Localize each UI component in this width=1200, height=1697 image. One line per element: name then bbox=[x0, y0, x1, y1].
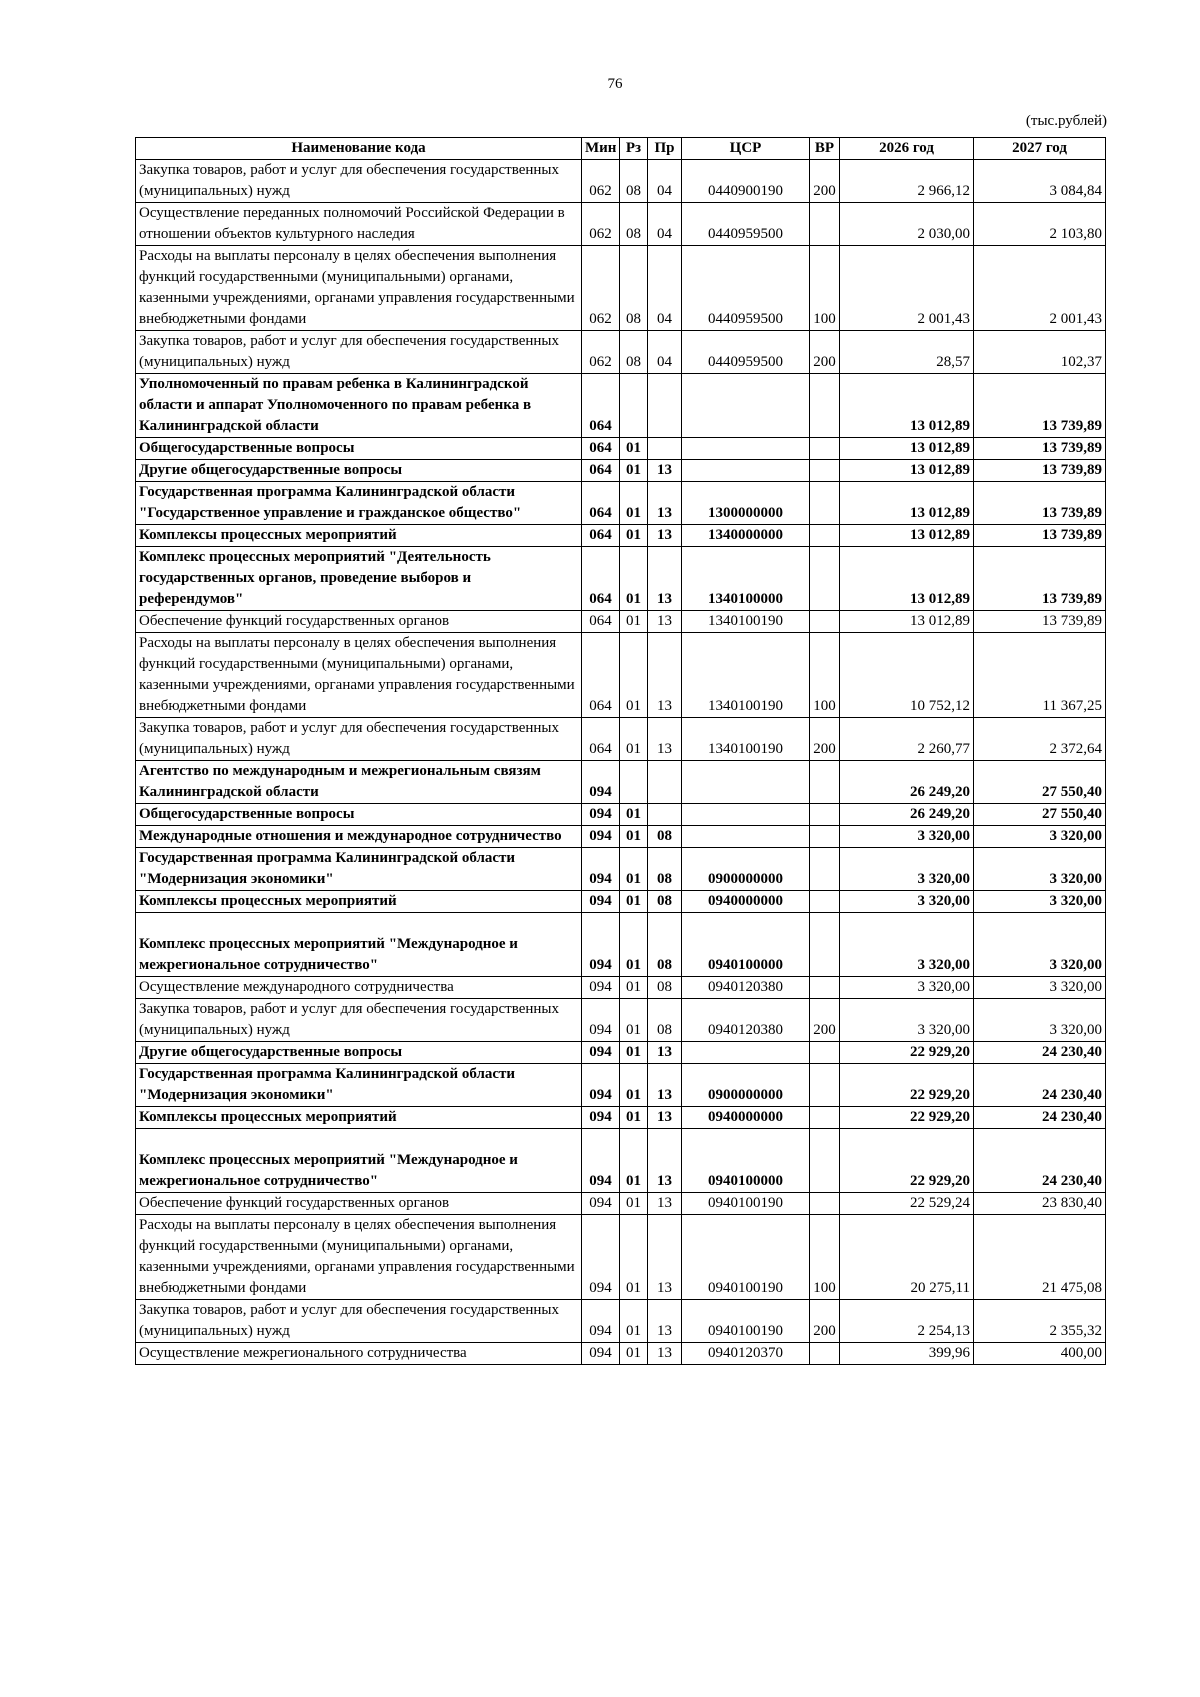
cell-csr: 1340100190 bbox=[682, 611, 810, 633]
cell-min: 094 bbox=[582, 977, 620, 999]
cell-2027: 13 739,89 bbox=[974, 547, 1106, 611]
cell-rz: 01 bbox=[620, 460, 648, 482]
cell-csr: 0440959500 bbox=[682, 246, 810, 331]
cell-rz: 01 bbox=[620, 718, 648, 761]
cell-vr bbox=[810, 977, 840, 999]
page-number: 76 bbox=[607, 76, 623, 92]
cell-name: Государственная программа Калининградской области "Модернизация экономики" bbox=[136, 848, 582, 891]
header-pr: Пр bbox=[648, 138, 682, 160]
cell-vr bbox=[810, 891, 840, 913]
cell-rz: 01 bbox=[620, 848, 648, 891]
cell-vr bbox=[810, 913, 840, 977]
table-row bbox=[136, 977, 1106, 999]
cell-pr: 08 bbox=[648, 891, 682, 913]
cell-csr: 0900000000 bbox=[682, 1064, 810, 1107]
cell-pr bbox=[648, 374, 682, 438]
cell-min: 094 bbox=[582, 999, 620, 1042]
cell-pr bbox=[648, 804, 682, 826]
cell-csr: 0900000000 bbox=[682, 848, 810, 891]
cell-2026: 2 966,12 bbox=[840, 160, 974, 203]
cell-csr bbox=[682, 460, 810, 482]
cell-2027: 3 084,84 bbox=[974, 160, 1106, 203]
cell-2027: 23 830,40 bbox=[974, 1193, 1106, 1215]
cell-2026: 399,96 bbox=[840, 1343, 974, 1365]
cell-min: 064 bbox=[582, 374, 620, 438]
cell-vr: 200 bbox=[810, 1300, 840, 1343]
cell-rz: 01 bbox=[620, 1193, 648, 1215]
cell-pr: 13 bbox=[648, 1129, 682, 1193]
cell-csr: 0940120370 bbox=[682, 1343, 810, 1365]
cell-rz: 01 bbox=[620, 977, 648, 999]
cell-2026: 2 001,43 bbox=[840, 246, 974, 331]
header-2027: 2027 год bbox=[974, 138, 1106, 160]
table-row bbox=[136, 1107, 1106, 1129]
table-row bbox=[136, 331, 1106, 374]
cell-min: 062 bbox=[582, 160, 620, 203]
header-name: Наименование кода bbox=[136, 138, 582, 160]
cell-pr: 13 bbox=[648, 611, 682, 633]
table-row bbox=[136, 1064, 1106, 1107]
cell-csr bbox=[682, 826, 810, 848]
table-row bbox=[136, 482, 1106, 525]
cell-2026: 26 249,20 bbox=[840, 804, 974, 826]
cell-rz: 01 bbox=[620, 826, 648, 848]
cell-csr bbox=[682, 761, 810, 804]
cell-rz: 01 bbox=[620, 611, 648, 633]
cell-name: Другие общегосударственные вопросы bbox=[136, 460, 582, 482]
cell-rz: 01 bbox=[620, 1300, 648, 1343]
cell-pr: 08 bbox=[648, 977, 682, 999]
cell-vr bbox=[810, 1107, 840, 1129]
table-row bbox=[136, 525, 1106, 547]
cell-min: 064 bbox=[582, 718, 620, 761]
table-row bbox=[136, 913, 1106, 977]
cell-2026: 2 260,77 bbox=[840, 718, 974, 761]
units-label: (тыс.рублей) bbox=[1025, 113, 1107, 129]
cell-rz: 01 bbox=[620, 1064, 648, 1107]
cell-2026: 28,57 bbox=[840, 331, 974, 374]
cell-csr: 1340000000 bbox=[682, 525, 810, 547]
cell-rz: 01 bbox=[620, 525, 648, 547]
cell-2026: 13 012,89 bbox=[840, 482, 974, 525]
cell-name: Международные отношения и международное сотрудничество bbox=[136, 826, 582, 848]
cell-2027: 2 355,32 bbox=[974, 1300, 1106, 1343]
cell-pr: 08 bbox=[648, 913, 682, 977]
header-csr: ЦСР bbox=[682, 138, 810, 160]
cell-2027: 2 001,43 bbox=[974, 246, 1106, 331]
cell-name: Закупка товаров, работ и услуг для обеспечения государственных (муниципальных) нужд bbox=[136, 718, 582, 761]
cell-pr: 13 bbox=[648, 1193, 682, 1215]
cell-vr bbox=[810, 374, 840, 438]
cell-2027: 3 320,00 bbox=[974, 826, 1106, 848]
cell-pr: 13 bbox=[648, 633, 682, 718]
cell-vr: 200 bbox=[810, 160, 840, 203]
cell-2027: 27 550,40 bbox=[974, 761, 1106, 804]
cell-2027: 3 320,00 bbox=[974, 891, 1106, 913]
cell-vr bbox=[810, 1343, 840, 1365]
cell-2027: 24 230,40 bbox=[974, 1107, 1106, 1129]
cell-name: Расходы на выплаты персоналу в целях обеспечения выполнения функций государственными (муниципальными) органами, казенными учреждениями, органами управления государственными внебюджетными фондами bbox=[136, 1215, 582, 1300]
table-row bbox=[136, 848, 1106, 891]
header-min: Мин bbox=[582, 138, 620, 160]
cell-name: Осуществление переданных полномочий Российской Федерации в отношении объектов культурного наследия bbox=[136, 203, 582, 246]
table-row bbox=[136, 1215, 1106, 1300]
table-row bbox=[136, 633, 1106, 718]
cell-2026: 22 929,20 bbox=[840, 1042, 974, 1064]
cell-name: Комплекс процессных мероприятий "Международное и межрегиональное сотрудничество" bbox=[136, 913, 582, 977]
cell-name: Агентство по международным и межрегиональным связям Калининградской области bbox=[136, 761, 582, 804]
cell-2026: 26 249,20 bbox=[840, 761, 974, 804]
table-row bbox=[136, 460, 1106, 482]
cell-name: Закупка товаров, работ и услуг для обеспечения государственных (муниципальных) нужд bbox=[136, 1300, 582, 1343]
table-row bbox=[136, 611, 1106, 633]
cell-min: 094 bbox=[582, 1215, 620, 1300]
cell-2027: 3 320,00 bbox=[974, 977, 1106, 999]
cell-pr: 13 bbox=[648, 482, 682, 525]
cell-min: 064 bbox=[582, 611, 620, 633]
cell-pr: 13 bbox=[648, 718, 682, 761]
cell-csr bbox=[682, 438, 810, 460]
cell-pr: 08 bbox=[648, 848, 682, 891]
cell-min: 094 bbox=[582, 1300, 620, 1343]
cell-2027: 13 739,89 bbox=[974, 611, 1106, 633]
cell-2026: 13 012,89 bbox=[840, 525, 974, 547]
cell-2026: 3 320,00 bbox=[840, 977, 974, 999]
cell-name: Закупка товаров, работ и услуг для обеспечения государственных (муниципальных) нужд bbox=[136, 331, 582, 374]
cell-name: Комплекс процессных мероприятий "Деятельность государственных органов, проведение выборов и референдумов" bbox=[136, 547, 582, 611]
cell-2026: 13 012,89 bbox=[840, 374, 974, 438]
table-row bbox=[136, 547, 1106, 611]
header-vr: ВР bbox=[810, 138, 840, 160]
table-row bbox=[136, 826, 1106, 848]
cell-rz: 01 bbox=[620, 804, 648, 826]
cell-2026: 22 929,20 bbox=[840, 1129, 974, 1193]
cell-rz bbox=[620, 374, 648, 438]
cell-csr bbox=[682, 1042, 810, 1064]
cell-rz: 01 bbox=[620, 999, 648, 1042]
cell-2026: 3 320,00 bbox=[840, 891, 974, 913]
table-body bbox=[136, 160, 1106, 1365]
cell-2026: 3 320,00 bbox=[840, 999, 974, 1042]
cell-min: 094 bbox=[582, 1107, 620, 1129]
cell-min: 094 bbox=[582, 1042, 620, 1064]
cell-pr: 04 bbox=[648, 331, 682, 374]
cell-name: Осуществление межрегионального сотрудничества bbox=[136, 1343, 582, 1365]
cell-rz: 08 bbox=[620, 246, 648, 331]
cell-2026: 22 929,20 bbox=[840, 1064, 974, 1107]
cell-2027: 2 103,80 bbox=[974, 203, 1106, 246]
cell-name: Уполномоченный по правам ребенка в Калининградской области и аппарат Уполномоченного по правам ребенка в Калининградской области bbox=[136, 374, 582, 438]
cell-rz: 01 bbox=[620, 482, 648, 525]
cell-2027: 13 739,89 bbox=[974, 460, 1106, 482]
cell-2027: 27 550,40 bbox=[974, 804, 1106, 826]
cell-2027: 13 739,89 bbox=[974, 482, 1106, 525]
cell-2027: 24 230,40 bbox=[974, 1064, 1106, 1107]
cell-vr bbox=[810, 848, 840, 891]
cell-csr: 0440959500 bbox=[682, 203, 810, 246]
cell-vr bbox=[810, 826, 840, 848]
cell-min: 094 bbox=[582, 1343, 620, 1365]
budget-table bbox=[135, 137, 1106, 1365]
cell-2027: 3 320,00 bbox=[974, 999, 1106, 1042]
table-row bbox=[136, 1300, 1106, 1343]
table-row bbox=[136, 718, 1106, 761]
cell-vr bbox=[810, 438, 840, 460]
cell-name: Другие общегосударственные вопросы bbox=[136, 1042, 582, 1064]
cell-pr: 08 bbox=[648, 999, 682, 1042]
cell-name: Расходы на выплаты персоналу в целях обеспечения выполнения функций государственными (муниципальными) органами, казенными учреждениями, органами управления государственными внебюджетными фондами bbox=[136, 633, 582, 718]
cell-2027: 400,00 bbox=[974, 1343, 1106, 1365]
cell-pr: 04 bbox=[648, 160, 682, 203]
cell-pr: 13 bbox=[648, 460, 682, 482]
cell-csr: 0940100190 bbox=[682, 1193, 810, 1215]
table-row bbox=[136, 891, 1106, 913]
cell-min: 094 bbox=[582, 1193, 620, 1215]
cell-min: 064 bbox=[582, 438, 620, 460]
cell-min: 064 bbox=[582, 547, 620, 611]
cell-2026: 3 320,00 bbox=[840, 913, 974, 977]
cell-2027: 21 475,08 bbox=[974, 1215, 1106, 1300]
cell-csr: 1340100190 bbox=[682, 718, 810, 761]
cell-rz: 01 bbox=[620, 438, 648, 460]
cell-csr: 0940100000 bbox=[682, 1129, 810, 1193]
cell-pr bbox=[648, 438, 682, 460]
table-row bbox=[136, 1193, 1106, 1215]
cell-csr: 1300000000 bbox=[682, 482, 810, 525]
cell-pr: 13 bbox=[648, 547, 682, 611]
cell-rz: 01 bbox=[620, 1343, 648, 1365]
cell-name: Обеспечение функций государственных органов bbox=[136, 611, 582, 633]
cell-csr: 1340100000 bbox=[682, 547, 810, 611]
cell-2026: 3 320,00 bbox=[840, 848, 974, 891]
cell-rz: 01 bbox=[620, 1107, 648, 1129]
cell-min: 094 bbox=[582, 1129, 620, 1193]
cell-name: Комплексы процессных мероприятий bbox=[136, 1107, 582, 1129]
cell-rz bbox=[620, 761, 648, 804]
cell-name: Государственная программа Калининградской области "Государственное управление и гражданское общество" bbox=[136, 482, 582, 525]
cell-2027: 13 739,89 bbox=[974, 525, 1106, 547]
cell-2026: 13 012,89 bbox=[840, 547, 974, 611]
table-row bbox=[136, 1343, 1106, 1365]
table-row bbox=[136, 438, 1106, 460]
cell-2027: 24 230,40 bbox=[974, 1129, 1106, 1193]
cell-csr: 0440959500 bbox=[682, 331, 810, 374]
cell-name: Государственная программа Калининградской области "Модернизация экономики" bbox=[136, 1064, 582, 1107]
cell-vr bbox=[810, 611, 840, 633]
cell-2026: 13 012,89 bbox=[840, 460, 974, 482]
cell-rz: 01 bbox=[620, 1215, 648, 1300]
cell-rz: 01 bbox=[620, 1129, 648, 1193]
cell-vr bbox=[810, 1064, 840, 1107]
cell-min: 094 bbox=[582, 761, 620, 804]
cell-name: Закупка товаров, работ и услуг для обеспечения государственных (муниципальных) нужд bbox=[136, 160, 582, 203]
cell-csr: 0940120380 bbox=[682, 977, 810, 999]
cell-min: 064 bbox=[582, 525, 620, 547]
cell-pr: 13 bbox=[648, 1300, 682, 1343]
cell-rz: 01 bbox=[620, 547, 648, 611]
cell-name: Комплекс процессных мероприятий "Международное и межрегиональное сотрудничество" bbox=[136, 1129, 582, 1193]
cell-2026: 2 254,13 bbox=[840, 1300, 974, 1343]
cell-name: Общегосударственные вопросы bbox=[136, 804, 582, 826]
cell-name: Комплексы процессных мероприятий bbox=[136, 525, 582, 547]
table-header-row bbox=[136, 138, 1106, 160]
cell-min: 064 bbox=[582, 482, 620, 525]
cell-vr bbox=[810, 547, 840, 611]
cell-vr bbox=[810, 804, 840, 826]
cell-pr: 13 bbox=[648, 1215, 682, 1300]
cell-min: 064 bbox=[582, 633, 620, 718]
cell-pr: 13 bbox=[648, 1042, 682, 1064]
cell-pr: 04 bbox=[648, 203, 682, 246]
cell-pr: 08 bbox=[648, 826, 682, 848]
cell-2026: 20 275,11 bbox=[840, 1215, 974, 1300]
cell-name: Осуществление международного сотрудничества bbox=[136, 977, 582, 999]
cell-2026: 2 030,00 bbox=[840, 203, 974, 246]
cell-2027: 24 230,40 bbox=[974, 1042, 1106, 1064]
cell-2026: 3 320,00 bbox=[840, 826, 974, 848]
cell-min: 094 bbox=[582, 804, 620, 826]
table-row bbox=[136, 203, 1106, 246]
cell-vr: 100 bbox=[810, 246, 840, 331]
cell-2026: 22 929,20 bbox=[840, 1107, 974, 1129]
cell-csr: 0940000000 bbox=[682, 1107, 810, 1129]
cell-2026: 13 012,89 bbox=[840, 611, 974, 633]
cell-min: 094 bbox=[582, 891, 620, 913]
table-row bbox=[136, 1042, 1106, 1064]
cell-csr: 0940100190 bbox=[682, 1300, 810, 1343]
cell-vr bbox=[810, 525, 840, 547]
cell-pr: 04 bbox=[648, 246, 682, 331]
cell-min: 094 bbox=[582, 1064, 620, 1107]
cell-2026: 22 529,24 bbox=[840, 1193, 974, 1215]
cell-rz: 08 bbox=[620, 203, 648, 246]
cell-2026: 10 752,12 bbox=[840, 633, 974, 718]
cell-min: 094 bbox=[582, 848, 620, 891]
cell-min: 094 bbox=[582, 826, 620, 848]
cell-rz: 01 bbox=[620, 891, 648, 913]
cell-name: Комплексы процессных мероприятий bbox=[136, 891, 582, 913]
cell-2027: 13 739,89 bbox=[974, 438, 1106, 460]
cell-vr bbox=[810, 1042, 840, 1064]
cell-rz: 01 bbox=[620, 913, 648, 977]
cell-2027: 2 372,64 bbox=[974, 718, 1106, 761]
cell-name: Закупка товаров, работ и услуг для обеспечения государственных (муниципальных) нужд bbox=[136, 999, 582, 1042]
cell-pr: 13 bbox=[648, 1107, 682, 1129]
table-row bbox=[136, 999, 1106, 1042]
cell-name: Расходы на выплаты персоналу в целях обеспечения выполнения функций государственными (муниципальными) органами, казенными учреждениями, органами управления государственными внебюджетными фондами bbox=[136, 246, 582, 331]
cell-pr: 13 bbox=[648, 1343, 682, 1365]
cell-vr: 200 bbox=[810, 999, 840, 1042]
header-2026: 2026 год bbox=[840, 138, 974, 160]
header-rz: Рз bbox=[620, 138, 648, 160]
table-row bbox=[136, 160, 1106, 203]
cell-min: 062 bbox=[582, 246, 620, 331]
table-row bbox=[136, 1129, 1106, 1193]
cell-csr: 0940120380 bbox=[682, 999, 810, 1042]
cell-2026: 13 012,89 bbox=[840, 438, 974, 460]
cell-2027: 102,37 bbox=[974, 331, 1106, 374]
cell-csr bbox=[682, 374, 810, 438]
cell-name: Обеспечение функций государственных органов bbox=[136, 1193, 582, 1215]
cell-vr bbox=[810, 482, 840, 525]
cell-vr bbox=[810, 460, 840, 482]
table-row bbox=[136, 804, 1106, 826]
cell-csr: 1340100190 bbox=[682, 633, 810, 718]
cell-vr bbox=[810, 1193, 840, 1215]
cell-vr: 100 bbox=[810, 633, 840, 718]
cell-csr: 0940000000 bbox=[682, 891, 810, 913]
cell-csr bbox=[682, 804, 810, 826]
cell-vr: 100 bbox=[810, 1215, 840, 1300]
cell-vr bbox=[810, 1129, 840, 1193]
cell-rz: 01 bbox=[620, 1042, 648, 1064]
cell-vr: 200 bbox=[810, 718, 840, 761]
cell-min: 094 bbox=[582, 913, 620, 977]
cell-rz: 08 bbox=[620, 331, 648, 374]
cell-rz: 01 bbox=[620, 633, 648, 718]
cell-csr: 0440900190 bbox=[682, 160, 810, 203]
cell-pr bbox=[648, 761, 682, 804]
cell-pr: 13 bbox=[648, 1064, 682, 1107]
cell-min: 064 bbox=[582, 460, 620, 482]
cell-2027: 13 739,89 bbox=[974, 374, 1106, 438]
cell-2027: 11 367,25 bbox=[974, 633, 1106, 718]
cell-vr bbox=[810, 761, 840, 804]
table-row bbox=[136, 246, 1106, 331]
cell-2027: 3 320,00 bbox=[974, 848, 1106, 891]
cell-min: 062 bbox=[582, 203, 620, 246]
cell-min: 062 bbox=[582, 331, 620, 374]
cell-vr bbox=[810, 203, 840, 246]
cell-rz: 08 bbox=[620, 160, 648, 203]
table-row bbox=[136, 761, 1106, 804]
cell-2027: 3 320,00 bbox=[974, 913, 1106, 977]
cell-name: Общегосударственные вопросы bbox=[136, 438, 582, 460]
cell-csr: 0940100190 bbox=[682, 1215, 810, 1300]
table-row bbox=[136, 374, 1106, 438]
cell-csr: 0940100000 bbox=[682, 913, 810, 977]
cell-pr: 13 bbox=[648, 525, 682, 547]
cell-vr: 200 bbox=[810, 331, 840, 374]
